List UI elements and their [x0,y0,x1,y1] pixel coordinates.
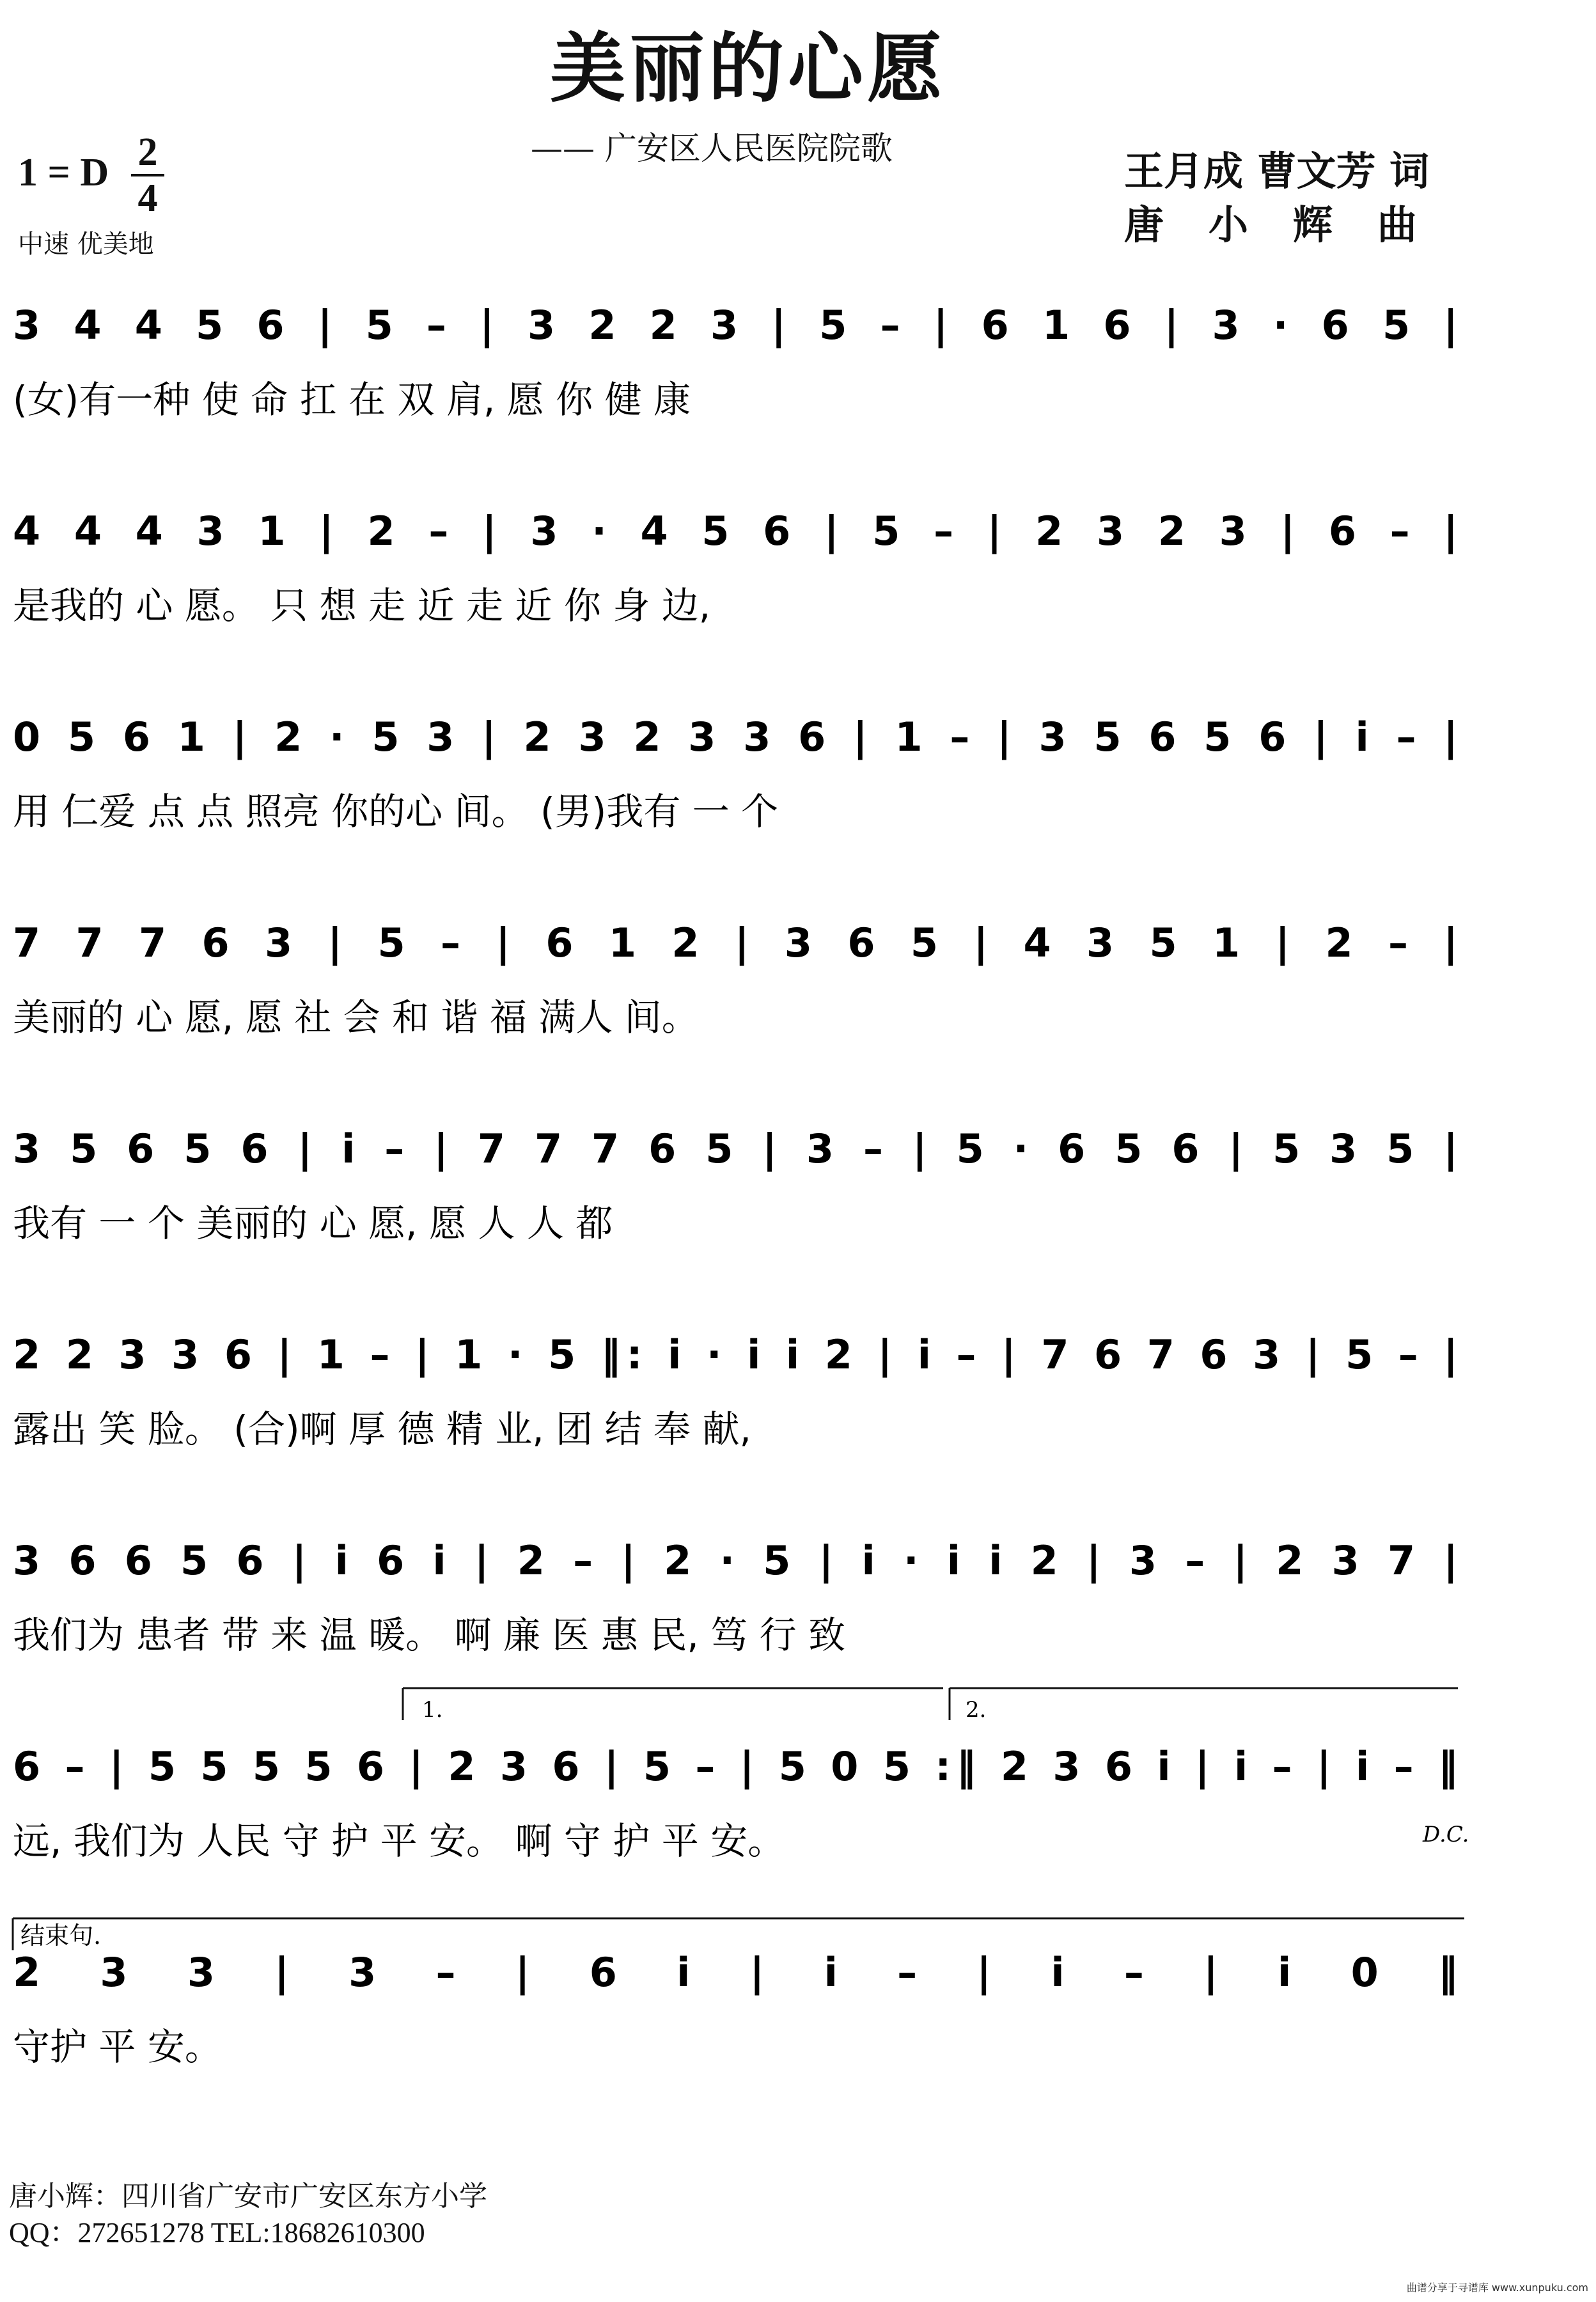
lyrics-row-1: (女)有一种 使 命 扛 在 双 肩, 愿 你 健 康 [13,378,691,421]
lyrics-row-5: 我有 一 个 美丽的 心 愿, 愿 人 人 都 [13,1202,613,1245]
meter-top: 2 [137,130,158,174]
key-signature: 1 = D [18,151,109,194]
notation-row-4: 7 7 7 6 3 | 5 – | 6 1 2 | 3 6 5 | 4 3 5 1 | 2 – | [13,920,1458,966]
notation-row-7: 3 6 6 5 6 | i 6 i | 2 – | 2 · 5 | i · i i 2 | 3 – | 2 3 7 | [13,1537,1458,1584]
lyricist-credit: 王月成 曹文芳 词 [1124,148,1430,194]
notation-row-9: 2 3 3 | 3 – | 6 i | i – | i – | i 0 ‖ [13,1949,1458,1996]
notation-row-5: 3 5 6 5 6 | i – | 7 7 7 6 5 | 3 – | 5 · 6 5 6 | 5 3 5 | [13,1125,1459,1172]
lyrics-row-8: 远, 我们为 人民 守 护 平 安。 啊 守 护 平 安。 [13,1819,785,1863]
notation-row-2: 4 4 4 3 1 | 2 – | 3 · 4 5 6 | 5 – | 2 3 2 3 | 6 – | [13,508,1458,554]
composer-credit: 唐小辉曲 [1124,201,1462,248]
lyrics-row-4: 美丽的 心 愿, 愿 社 会 和 谐 福 满人 间。 [13,996,699,1039]
lyrics-row-2: 是我的 心 愿。 只 想 走 近 走 近 你 身 边, [13,584,711,627]
watermark: 曲谱分享于寻谱库 www.xunpuku.com [1406,2282,1588,2294]
meter-bottom: 4 [137,176,158,220]
lyrics-row-3: 用 仁爱 点 点 照亮 你的心 间。 (男)我有 一 个 [13,790,779,833]
lyrics-row-6: 露出 笑 脸。 (合)啊 厚 德 精 业, 团 结 奉 献, [13,1407,751,1451]
ending-label: 结束句. [20,1922,102,1950]
footer-contact-name: 唐小辉：四川省广安市广安区东方小学 [9,2181,487,2212]
footer-contact-phone: QQ：272651278 TEL:18682610300 [9,2217,425,2248]
notation-row-6: 2 2 3 3 6 | 1 – | 1 · 5 ‖: i · i i 2 | i – | 7 6 7 6 3 | 5 – | [13,1331,1459,1378]
notation-row-1: 3 4 4 5 6 | 5 – | 3 2 2 3 | 5 – | 6 1 6 | 3 · 6 5 | [13,302,1458,348]
notation-row-3: 0 5 6 1 | 2 · 5 3 | 2 3 2 3 3 6 | 1 – | 3 5 6 5 6 | i – | [13,714,1458,760]
dc-marking: D.C. [1423,1822,1469,1847]
notation-row-8: 6 – | 5 5 5 5 6 | 2 3 6 | 5 – | 5 0 5 :‖ 2 3 6 i | i – | i – ‖ [13,1743,1458,1790]
song-title: 美丽的心愿 [549,24,946,113]
tempo-marking: 中速 优美地 [18,230,154,259]
volta-2-label: 2. [966,1697,987,1723]
song-subtitle: —— 广安区人民医院院歌 [531,130,893,167]
lyrics-row-9: 守护 平 安。 [13,2025,222,2069]
volta-1-label: 1. [422,1697,443,1723]
lyrics-row-7: 我们为 患者 带 来 温 暖。 啊 廉 医 惠 民, 笃 行 致 [13,1613,846,1657]
